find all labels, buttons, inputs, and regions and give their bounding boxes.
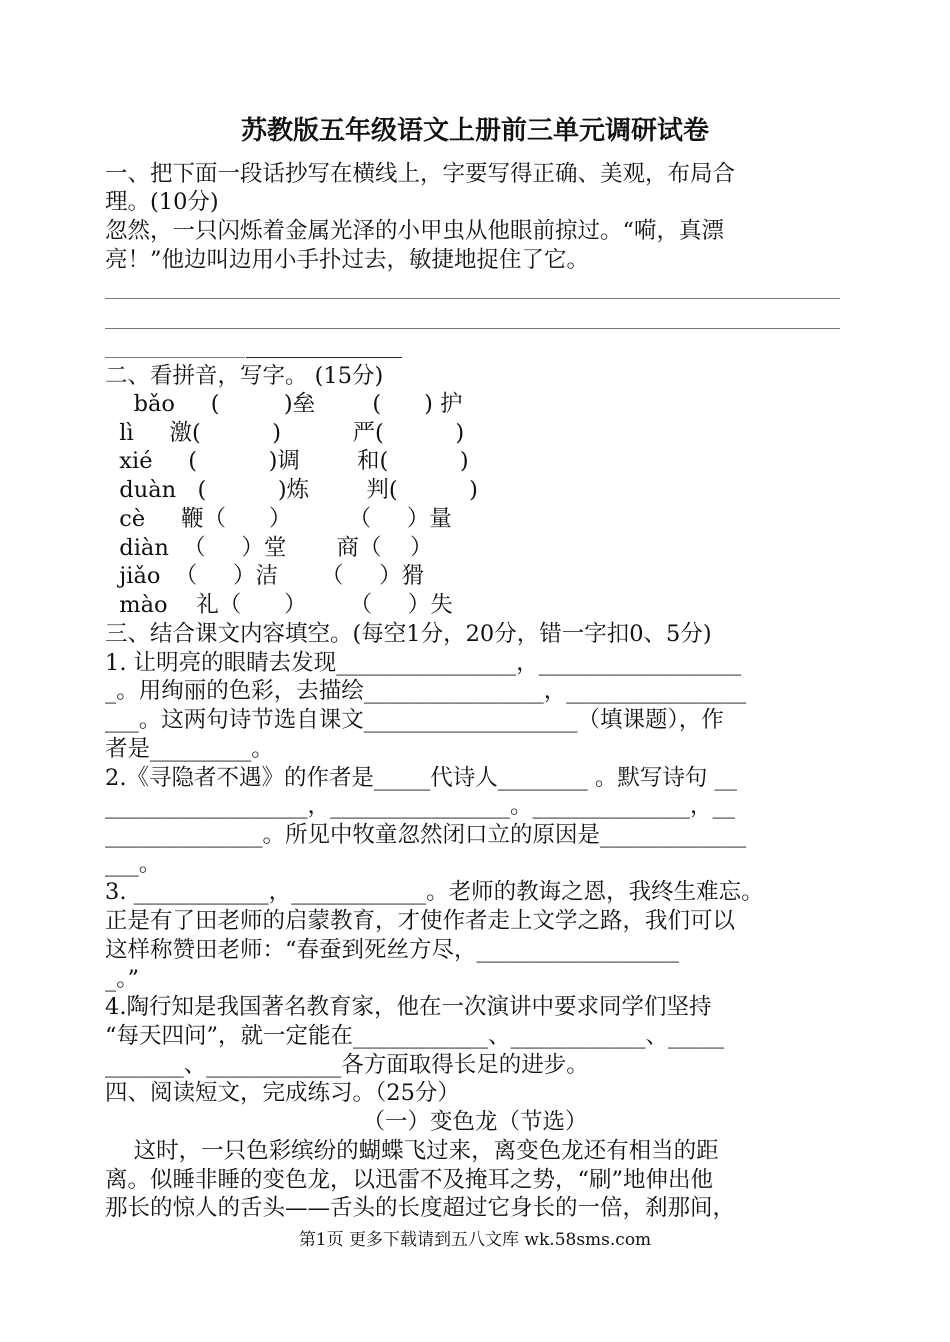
- pinyin-row: duàn ( )炼 判( ): [105, 477, 478, 503]
- fill-blank-line: “每天四问”，就一定能在____________、____________、_____: [105, 1023, 725, 1049]
- section3-heading: 三、结合课文内容填空。(每空1分，20分，错一字扣0、5分): [105, 621, 712, 647]
- section1-passage: 忽然，一只闪烁着金属光泽的小甲虫从他眼前掠过。“嗬，真漂: [105, 218, 725, 244]
- writing-line[interactable]: [105, 357, 245, 358]
- reading-paragraph: 这时，一只色彩缤纷的蝴蝶飞过来，离变色龙还有相当的距: [105, 1138, 719, 1164]
- pinyin-row: lì 激( ) 严( ): [105, 420, 465, 446]
- pinyin-row: jiǎo （ ）洁 （ ）猾: [105, 563, 425, 589]
- page-footer: 第1页 更多下载请到五八文库 wk.58sms.com: [298, 1230, 652, 1250]
- writing-line[interactable]: [105, 298, 840, 299]
- fill-blank-line: _。”: [105, 966, 140, 992]
- section2-heading: 二、看拼音，写字。 (15分): [105, 363, 384, 389]
- reading-paragraph: 那长的惊人的舌头——舌头的长度超过它身长的一倍，刹那间，: [105, 1195, 736, 1221]
- pinyin-row: mào 礼（ ） （ ）失: [105, 592, 453, 618]
- writing-line[interactable]: [105, 328, 840, 329]
- fill-blank-line: 者是_________。: [105, 736, 274, 762]
- pinyin-row: bǎo ( )垒 ( ) 护: [105, 391, 463, 417]
- section1-instruction-cont: 理。(10分): [105, 189, 219, 215]
- pinyin-row: diàn （ ）堂 商（ ）: [105, 535, 433, 561]
- reading-paragraph: 离。似睡非睡的变色龙，以迅雷不及掩耳之势，“刷”地伸出他: [105, 1167, 714, 1193]
- fill-blank-line: ______________。所见中牧童忽然闭口立的原因是_____________: [105, 822, 747, 848]
- pinyin-row: cè 鞭（ ） （ ）量: [105, 506, 452, 532]
- section4-heading: 四、阅读短文，完成练习。（25分）: [105, 1080, 460, 1106]
- section1-instruction: 一、把下面一段话抄写在横线上，字要写得正确、美观，布局合: [105, 161, 736, 187]
- pinyin-row: xié ( )调 和( ): [105, 448, 469, 474]
- fill-blank-line: ___。: [105, 851, 162, 877]
- fill-blank-line: __________________，________________。______________，__: [105, 793, 736, 819]
- fill-blank-line: _。用绚丽的色彩，去描绘________________，________________: [105, 678, 747, 704]
- fill-blank-line: 4.陶行知是我国著名教育家，他在一次演讲中要求同学们坚持: [105, 994, 712, 1020]
- fill-blank-line: ___。这两句诗节选自课文___________________（填课题），作: [105, 707, 724, 733]
- fill-blank-line: 3. ____________，____________。老师的教诲之恩，我终生难忘。: [105, 879, 764, 905]
- writing-line[interactable]: [246, 357, 402, 358]
- reading-subtitle: （一）变色龙（节选）: [362, 1109, 588, 1135]
- fill-blank-line: 这样称赞田老师：“春蚕到死丝方尽，__________________: [105, 937, 680, 963]
- fill-blank-line: _______、____________各方面取得长足的进步。: [105, 1052, 589, 1078]
- section1-passage-cont: 亮！”他边叫边用小手扑过去，敏捷地捉住了它。: [105, 247, 590, 273]
- fill-blank-line: 1. 让明亮的眼睛去发现________________，__________________: [105, 650, 742, 676]
- fill-blank-line: 2.《寻隐者不遇》的作者是_____代诗人________ 。默写诗句 __: [105, 765, 738, 791]
- page-title: 苏教版五年级语文上册前三单元调研试卷: [240, 116, 709, 146]
- fill-blank-line: 正是有了田老师的启蒙教育，才使作者走上文学之路，我们可以: [105, 908, 736, 934]
